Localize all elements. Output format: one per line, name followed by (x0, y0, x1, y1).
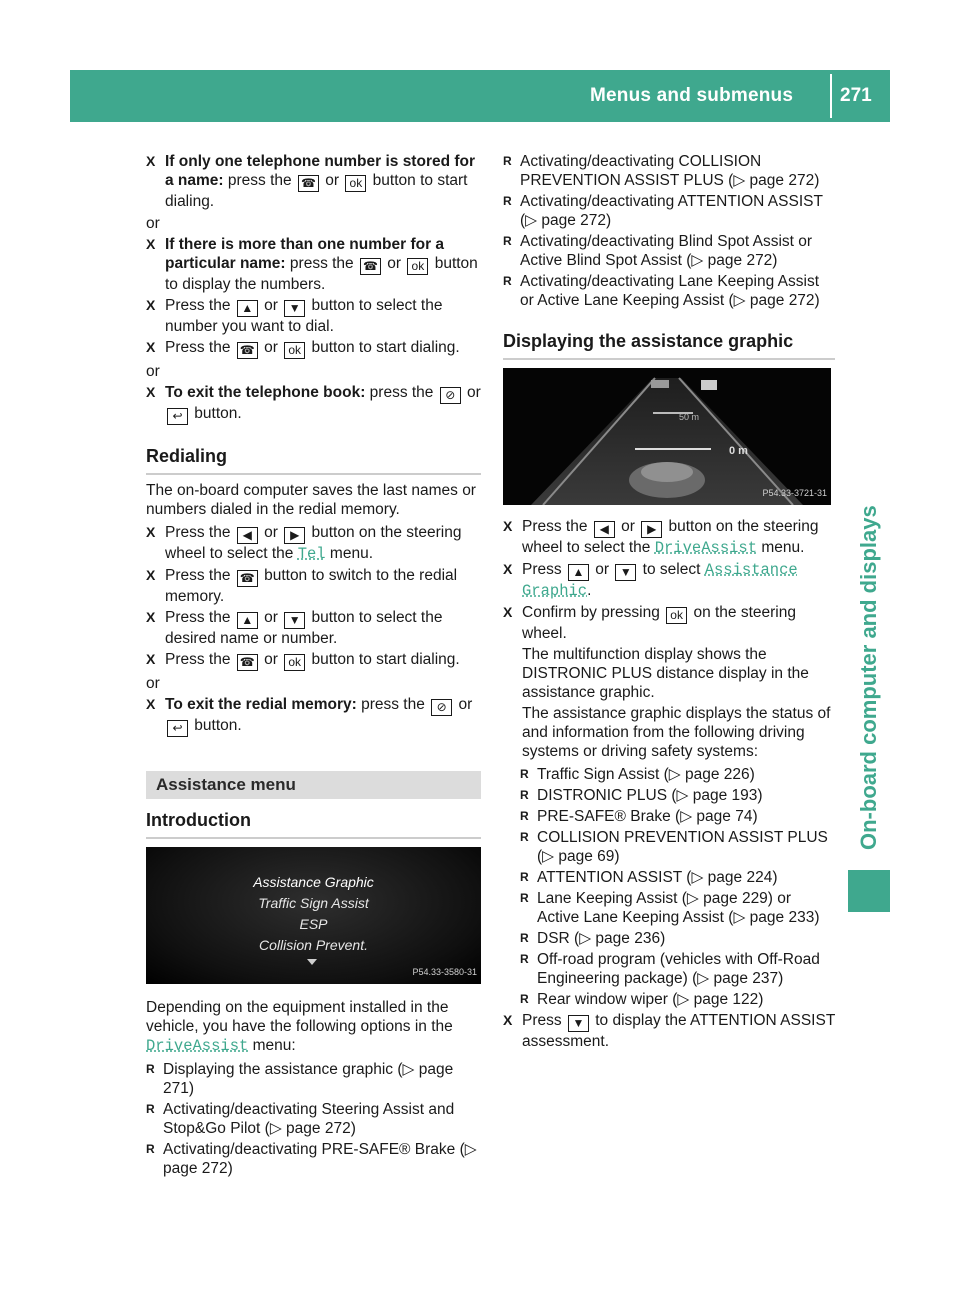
right-key-icon: ▶ (284, 527, 305, 544)
screen-menu-item: Collision Prevent. (259, 937, 368, 953)
step-redial-dial: X Press the ☎ or ok button to start dialing. (146, 650, 481, 671)
header-divider (830, 74, 832, 118)
list-item: R Activating/deactivating Steering Assist and Stop&Go Pilot (▷ page 272) (146, 1100, 481, 1138)
page-number: 271 (840, 85, 872, 106)
assistance-graphic-heading: Displaying the assistance graphic (503, 330, 835, 360)
image-caption: P54.33-3580-31 (412, 967, 477, 977)
assistance-graphic-label: Assistance Graphic (522, 561, 798, 600)
or-text: or (146, 675, 160, 692)
status-icon (651, 380, 669, 388)
redial-paragraph: The on-board computer saves the last names or numbers dialed in the redial memory. (146, 482, 476, 518)
list-item: R Off-road program (vehicles with Off-Road Engineering package) (▷ page 237) (520, 950, 835, 988)
phone-key-icon: ☎ (237, 654, 258, 671)
driveassist-menu-label: DriveAssist (146, 1037, 249, 1055)
right-column (503, 152, 835, 1053)
list-item: R COLLISION PREVENTION ASSIST PLUS (▷ page 69) (520, 828, 835, 866)
assistance-graphic-screenshot (503, 368, 831, 505)
or-text: or (146, 363, 160, 380)
back-key-icon: ↩ (167, 408, 188, 425)
page-title: Menus and submenus (590, 85, 794, 106)
step-exit-phonebook: X To exit the telephone book: press the ⊘ or ↩ button. (146, 383, 481, 425)
list-item: R DISTRONIC PLUS (▷ page 193) (520, 786, 835, 805)
car-roof (641, 462, 693, 482)
step-exit-redial: X To exit the redial memory: press the ⊘ or ↩ button. (146, 695, 481, 737)
side-tab-marker (848, 870, 890, 912)
screen-menu-item: Assistance Graphic (253, 874, 374, 890)
list-item: R Activating/deactivating COLLISION PREVENTION ASSIST PLUS (▷ page 272) (503, 152, 835, 190)
step-redial-select-tel: X Press the ◀ or ▶ button on the steering wheel to select the Tel menu. (146, 523, 481, 564)
hang-up-key-icon: ⊘ (431, 699, 452, 716)
list-item: R Lane Keeping Assist (▷ page 229) or Active Lane Keeping Assist (▷ page 233) (520, 889, 835, 927)
redialing-heading: Redialing (146, 445, 481, 475)
ok-key-icon: ok (407, 258, 428, 275)
step-redial-select: X Press the ▲ or ▼ button to select the desired name or number. (146, 608, 481, 648)
status-icon (701, 380, 717, 390)
driveassist-menu-label: DriveAssist (654, 539, 758, 557)
step-select-assistance-graphic: X Press ▲ or ▼ to select Assistance Graphic. (503, 560, 835, 601)
screen-menu-item: ESP (299, 916, 328, 932)
back-key-icon: ↩ (167, 720, 188, 737)
step-redial-memory: X Press the ☎ button to switch to the redial memory. (146, 566, 481, 606)
left-column (146, 152, 481, 1180)
assistance-menu-screenshot (146, 847, 481, 984)
ok-key-icon: ok (666, 607, 687, 624)
list-item: R Displaying the assistance graphic (▷ page 271) (146, 1060, 481, 1098)
phone-key-icon: ☎ (237, 342, 258, 359)
image-caption: P54.33-3721-31 (762, 488, 827, 498)
left-key-icon: ◀ (237, 527, 258, 544)
distance-label: 0 m (729, 445, 748, 457)
phone-key-icon: ☎ (298, 175, 319, 192)
step-single-number: X If only one telephone number is stored for a name: press the ☎ or ok button to start dialing. (146, 152, 481, 211)
step-start-dialing: X Press the ☎ or ok button to start dialing. (146, 338, 481, 359)
list-item: R Activating/deactivating PRE-SAFE® Brake (▷ page 272) (146, 1140, 481, 1178)
right-key-icon: ▶ (641, 521, 662, 538)
down-key-icon: ▼ (568, 1015, 589, 1032)
introduction-heading: Introduction (146, 809, 481, 839)
distance-marker (635, 448, 711, 450)
down-key-icon: ▼ (284, 300, 305, 317)
ok-key-icon: ok (345, 175, 366, 192)
step-select-driveassist: X Press the ◀ or ▶ button on the steering wheel to select the DriveAssist menu. (503, 517, 835, 558)
scroll-down-icon (307, 959, 317, 965)
step-multiple-numbers: X If there is more than one number for a particular name: press the ☎ or ok button to display the numbers. (146, 235, 481, 294)
systems-intro-text: The assistance graphic displays the status of and information from the following driving systems or driving safety systems: (522, 705, 831, 760)
left-key-icon: ◀ (594, 521, 615, 538)
side-tab-label: On-board computer and displays (856, 505, 881, 850)
tel-menu-label: Tel (297, 545, 326, 563)
result-text: The multifunction display shows the DISTRONIC PLUS distance display in the assistance graphic. (522, 646, 809, 701)
ok-key-icon: ok (284, 342, 305, 359)
list-item: R ATTENTION ASSIST (▷ page 224) (520, 868, 835, 887)
step-confirm: X Confirm by pressing ok on the steering wheel. (503, 603, 835, 643)
hang-up-key-icon: ⊘ (440, 387, 461, 404)
up-key-icon: ▲ (568, 564, 589, 581)
list-item: R Activating/deactivating Lane Keeping Assist or Active Lane Keeping Assist (▷ page 272) (503, 272, 835, 310)
phone-key-icon: ☎ (237, 570, 258, 587)
list-item: R Traffic Sign Assist (▷ page 226) (520, 765, 835, 784)
distance-label: 50 m (679, 412, 700, 422)
list-item: R PRE-SAFE® Brake (▷ page 74) (520, 807, 835, 826)
up-key-icon: ▲ (237, 612, 258, 629)
up-key-icon: ▲ (237, 300, 258, 317)
step-attention-assist: X Press ▼ to display the ATTENTION ASSIST assessment. (503, 1011, 835, 1051)
ok-key-icon: ok (284, 654, 305, 671)
screen-menu-item: Traffic Sign Assist (258, 895, 369, 911)
assistance-menu-band: Assistance menu (146, 771, 481, 799)
down-key-icon: ▼ (615, 564, 636, 581)
list-item: R Activating/deactivating Blind Spot Assist or Active Blind Spot Assist (▷ page 272) (503, 232, 835, 270)
list-item: R Activating/deactivating ATTENTION ASSIST (▷ page 272) (503, 192, 835, 230)
down-key-icon: ▼ (284, 612, 305, 629)
phone-key-icon: ☎ (360, 258, 381, 275)
or-text: or (146, 215, 160, 232)
step-select-number: X Press the ▲ or ▼ button to select the number you want to dial. (146, 296, 481, 336)
list-item: R DSR (▷ page 236) (520, 929, 835, 948)
intro-paragraph: Depending on the equipment installed in the vehicle, you have the following options in the DriveAssist menu: (146, 999, 453, 1055)
list-item: R Rear window wiper (▷ page 122) (520, 990, 835, 1009)
